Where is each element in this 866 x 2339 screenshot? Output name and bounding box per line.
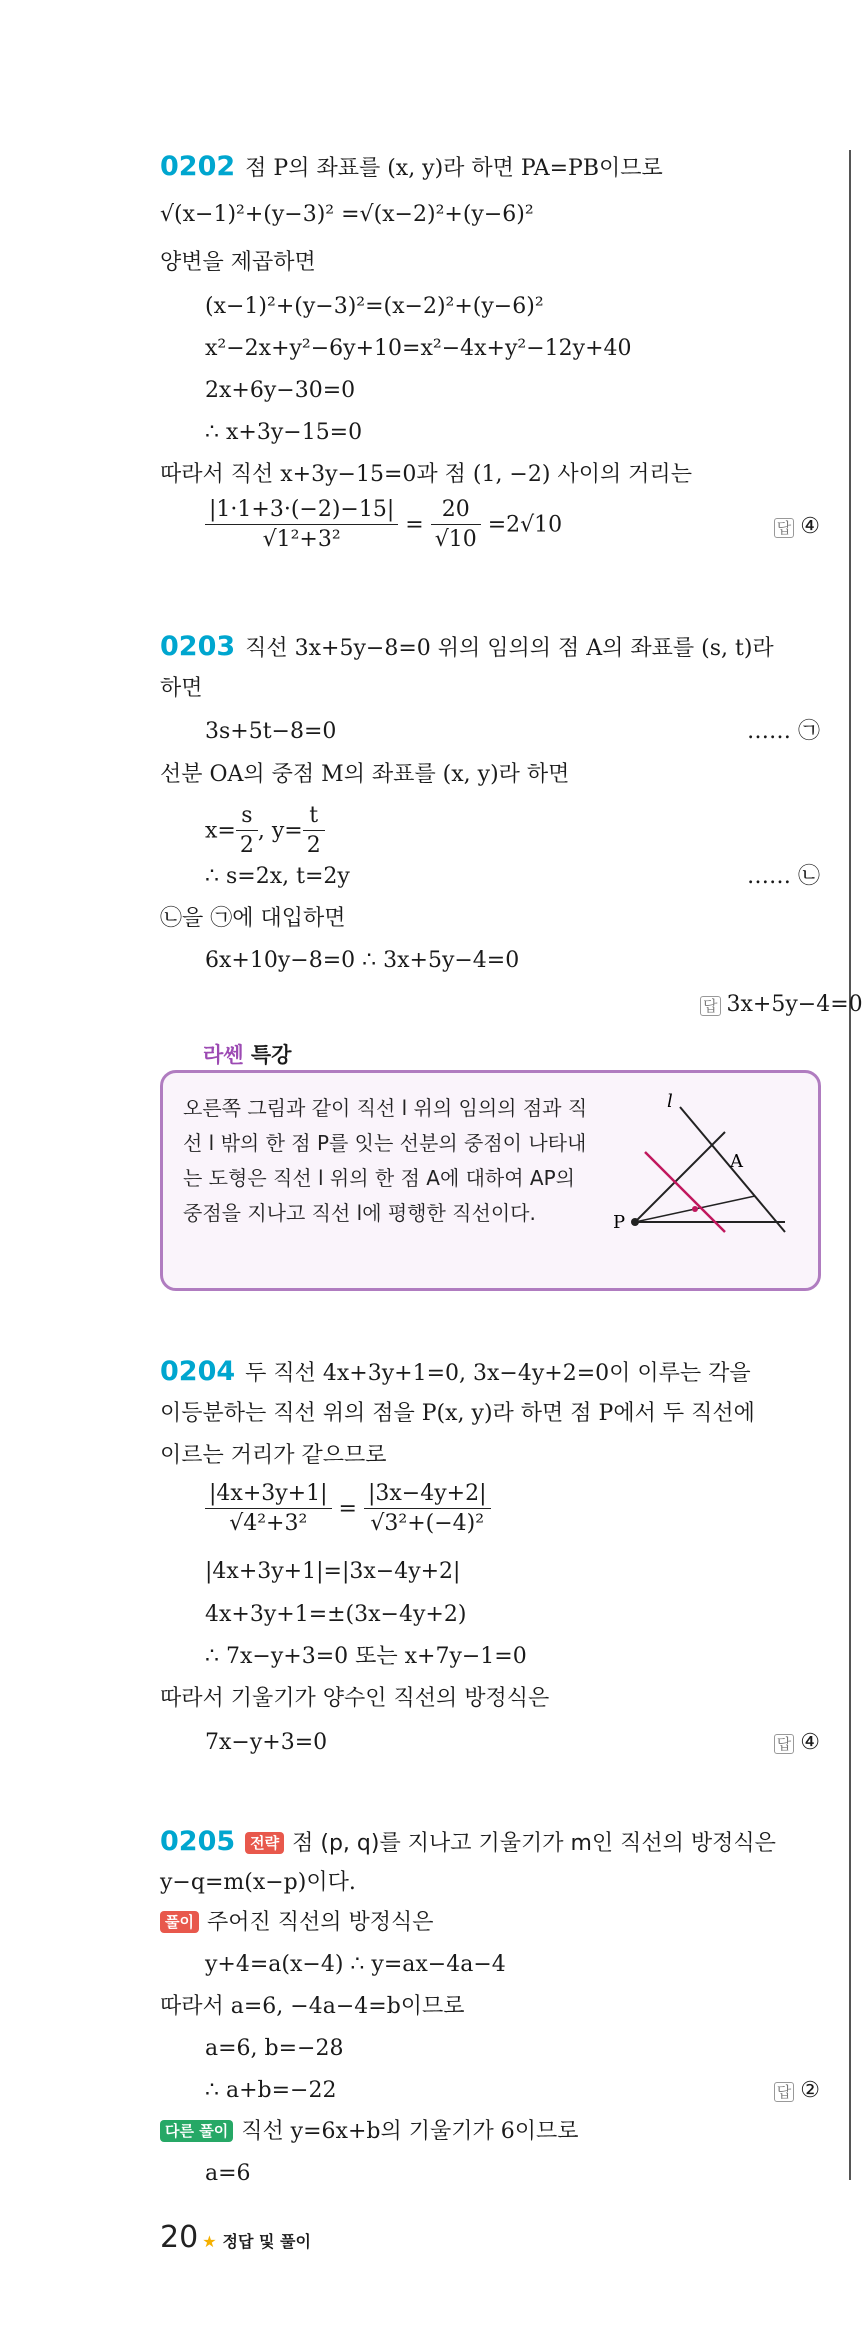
problem-0204-distance-equation: $\frac{|4x+3y+1|}{\text{√4²+3²}}$ = $\frac{|3x-4y+2|}{\text{√3²+(−4)²}}$ — [205, 1480, 491, 1539]
problem-0202-line7: ∴ x+3y−15=0 — [205, 420, 363, 445]
problem-0204-line6: 4x+3y+1=±(3x−4y+2) — [205, 1602, 467, 1627]
midpoint-line — [645, 1152, 725, 1232]
equation-mark-2: …… ㉡ — [747, 864, 820, 889]
problem-0202-line8: 따라서 직선 x+3y−15=0과 점 (1, −2) 사이의 거리는 — [160, 462, 692, 487]
answer-0205: 답 ② — [700, 2076, 820, 2107]
fraction: $\frac{20}{√10}$ — [431, 496, 481, 555]
page-number: 20 — [160, 2220, 199, 2255]
problem-0205-line1: 0205 전략 점 (p, q)를 지나고 기울기가 m인 직선의 방정식은 — [160, 1826, 776, 1857]
problem-0203-line7: ㉡을 ㉠에 대입하면 — [160, 906, 346, 931]
equation-mark-1: …… ㉠ — [747, 719, 820, 744]
footer-label: 정답 및 풀이 — [222, 2232, 311, 2251]
star-icon: ★ — [202, 2232, 217, 2251]
tip-title: 라쎈 특강 — [195, 1040, 299, 1070]
problem-0202-line5: x²−2x+y²−6y+10=x²−4x+y²−12y+40 — [205, 336, 632, 361]
fraction: $\frac{t}{2}$ — [303, 802, 325, 861]
problem-0202-line1: 0202 점 P의 좌표를 (x, y)라 하면 PA=PB이므로 — [160, 151, 663, 182]
fraction: $\frac{|3x-4y+2|}{\text{√3²+(−4)²}}$ — [364, 1480, 491, 1539]
problem-number-0204: 0204 — [160, 1356, 236, 1387]
problem-0205-line8: 다른 풀이 직선 y=6x+b의 기울기가 6이므로 — [160, 2117, 578, 2147]
problem-0203-line2: 하면 — [160, 676, 203, 701]
problem-0202-distance-formula: $\frac{|1\cdot 1+3\cdot(-2)-15|}{\text{√1²+3²}}$ = $\frac{20}{√10}$ =2√10 — [205, 496, 562, 555]
problem-0205-line4: y+4=a(x−4) ∴ y=ax−4a−4 — [205, 1952, 506, 1977]
problem-0205-line6: a=6, b=−28 — [205, 2036, 344, 2061]
answer-0204: 답 ④ — [700, 1728, 820, 1759]
fraction: $\frac{|1\cdot 1+3\cdot(-2)-15|}{\text{√1²+3²}}$ — [205, 496, 398, 555]
label-p: P — [613, 1212, 626, 1233]
point-p — [631, 1218, 639, 1226]
problem-0203-line1: 0203 직선 3x+5y−8=0 위의 임의의 점 A의 좌표를 (s, t)라 — [160, 631, 774, 662]
problem-number-0202: 0202 — [160, 151, 236, 182]
problem-0202-line4: (x−1)²+(y−3)²=(x−2)²+(y−6)² — [205, 294, 544, 319]
problem-0203-line5: x= $\frac{s}{2}$ , y= $\frac{t}{2}$ — [205, 802, 325, 861]
answer-0203: 답 3x+5y−4=0 — [700, 990, 820, 1021]
problem-0204-line3: 이르는 거리가 같으므로 — [160, 1443, 387, 1468]
problem-0204-line2: 이등분하는 직선 위의 점을 P(x, y)라 하면 점 P에서 두 직선에 — [160, 1401, 755, 1426]
problem-0202-line6: 2x+6y−30=0 — [205, 378, 356, 403]
problem-0204-line8: 따라서 기울기가 양수인 직선의 방정식은 — [160, 1686, 550, 1711]
problem-0204-line1: 0204 두 직선 4x+3y+1=0, 3x−4y+2=0이 이루는 각을 — [160, 1356, 751, 1387]
tip-text: 오른쪽 그림과 같이 직선 l 위의 임의의 점과 직선 l 밖의 한 점 P를 잇는 선분의 중점이 나타내는 도형은 직선 l 위의 한 점 A에 대하여 AP의 중점을 지나고 직선 l에 평행한 직선이다. — [183, 1096, 588, 1225]
fraction: $\frac{|4x+3y+1|}{\text{√4²+3²}}$ — [205, 1480, 332, 1539]
problem-0203-line4: 선분 OA의 중점 M의 좌표를 (x, y)라 하면 — [160, 762, 570, 787]
fraction: $\frac{s}{2}$ — [236, 802, 258, 861]
answer-0202: 답 ④ — [700, 512, 820, 543]
problem-0205-line3: 풀이 주어진 직선의 방정식은 — [160, 1908, 434, 1938]
problem-0202-line2: √(x−1)²+(y−3)² =√(x−2)²+(y−6)² — [160, 202, 534, 227]
problem-number-0205: 0205 — [160, 1826, 236, 1857]
label-a: A — [730, 1151, 743, 1172]
problem-0204-line7: ∴ 7x−y+3=0 또는 x+7y−1=0 — [205, 1644, 527, 1669]
label-l: l — [667, 1091, 673, 1112]
problem-number-0203: 0203 — [160, 631, 236, 662]
midpoint-dot — [692, 1206, 698, 1212]
segment-to-l — [635, 1132, 725, 1222]
problem-0205-line7: ∴ a+b=−22 — [205, 2078, 337, 2103]
problem-0203-line3: 3s+5t−8=0 — [205, 719, 337, 744]
tip-figure — [605, 1082, 805, 1242]
margin-rule — [849, 150, 851, 2180]
problem-0202-line3: 양변을 제곱하면 — [160, 250, 316, 275]
problem-0203-line6: ∴ s=2x, t=2y — [205, 864, 350, 889]
problem-0203-line8: 6x+10y−8=0 ∴ 3x+5y−4=0 — [205, 948, 520, 973]
problem-0205-line2: y−q=m(x−p)이다. — [160, 1870, 356, 1895]
solution-tag: 풀이 — [160, 1911, 199, 1933]
strategy-tag: 전략 — [245, 1832, 284, 1854]
problem-0205-line9: a=6 — [205, 2161, 251, 2186]
problem-0205-line5: 따라서 a=6, −4a−4=b이므로 — [160, 1994, 465, 2019]
problem-0204-line5: |4x+3y+1|=|3x−4y+2| — [205, 1559, 461, 1584]
alternative-solution-tag: 다른 풀이 — [160, 2120, 233, 2142]
page-footer — [160, 2220, 311, 2255]
problem-0204-line9: 7x−y+3=0 — [205, 1730, 328, 1755]
